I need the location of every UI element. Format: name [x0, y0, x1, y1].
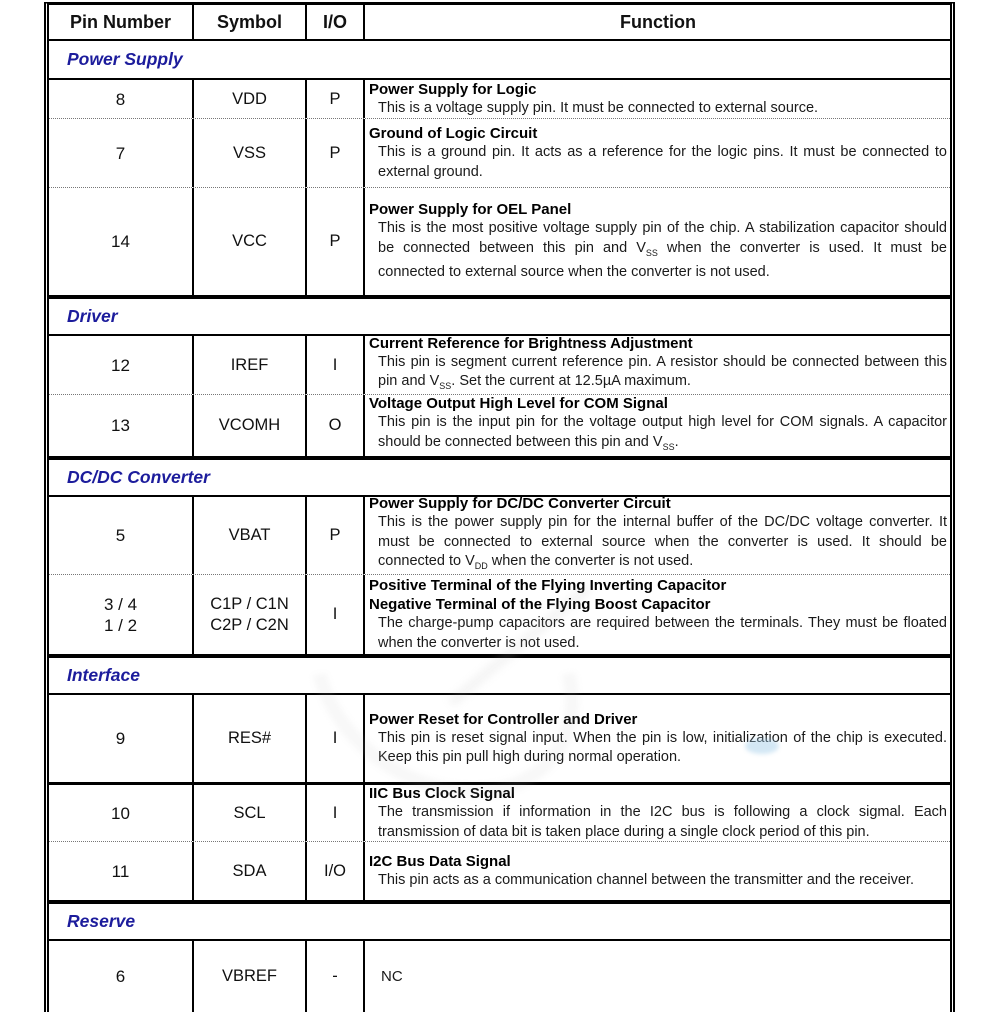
pin-number: 9 — [115, 729, 126, 748]
pin-number: 1 / 2 — [103, 615, 138, 635]
pin-symbol: VBAT — [228, 526, 271, 544]
description-text: This is a voltage supply pin. It must be connected to external source. — [378, 99, 819, 116]
table-row — [49, 187, 950, 295]
function-description — [369, 99, 947, 118]
function-cell — [365, 497, 950, 574]
io-cell: I — [307, 575, 365, 654]
table-body — [49, 41, 950, 1012]
table-section — [49, 458, 950, 656]
header-pin-number: Pin Number — [49, 5, 194, 39]
function-cell — [365, 336, 950, 394]
io-cell: P — [307, 80, 365, 118]
io-cell: - — [307, 941, 365, 1012]
pin-symbol: VBREF — [221, 967, 277, 985]
subscript-text: SS — [645, 247, 658, 258]
table-header-row — [49, 5, 950, 41]
function-title: Positive Terminal of the Flying Inverting Capacitor — [369, 577, 727, 594]
section-band — [49, 41, 950, 80]
function-description — [369, 353, 947, 394]
function-title: Negative Terminal of the Flying Boost Capacitor — [369, 596, 711, 613]
pin-number: 10 — [111, 803, 130, 823]
section-label: Power Supply — [67, 49, 183, 69]
header-symbol: Symbol — [194, 5, 307, 39]
symbol-cell — [194, 119, 307, 187]
section-label: Driver — [67, 306, 118, 326]
section-rows — [49, 80, 950, 297]
subscript-text: SS — [662, 441, 675, 452]
pin-number: 6 — [115, 967, 126, 986]
section-rows — [49, 941, 950, 1012]
section-rows — [49, 695, 950, 902]
pin-cell — [49, 941, 194, 1012]
description-text: This pin is the input pin for the voltage output high level for COM signals. A capacitor should be connected between this pin and V — [378, 414, 947, 450]
symbol-cell — [194, 188, 307, 295]
section-band — [49, 656, 950, 695]
symbol-cell — [194, 497, 307, 574]
function-cell — [365, 842, 950, 900]
function-description — [369, 803, 947, 841]
description-text: This is a ground pin. It acts as a reference for the logic pins. It must be connected to external ground. — [378, 144, 947, 180]
pin-symbol: SCL — [233, 803, 266, 822]
pin-number: 8 — [115, 89, 126, 109]
description-text: NC — [381, 967, 403, 985]
header-io: I/O — [307, 5, 365, 39]
description-text: The charge-pump capacitors are required between the terminals. They must be floated when the converter is not used. — [378, 615, 947, 651]
section-band — [49, 297, 950, 336]
symbol-cell — [194, 395, 307, 456]
function-title: Ground of Logic Circuit — [369, 125, 538, 142]
table-section — [49, 297, 950, 458]
section-rows — [49, 497, 950, 656]
pin-cell — [49, 119, 194, 187]
pin-function-table — [44, 2, 955, 1012]
pin-symbol: C2P / C2N — [210, 615, 289, 634]
pin-cell — [49, 395, 194, 456]
symbol-cell — [194, 336, 307, 394]
description-text: This is the most positive voltage supply pin of the chip. A stabilization capacitor should be connected between this pin and V — [378, 220, 947, 256]
table-row — [49, 941, 950, 1012]
function-cell — [365, 941, 950, 1012]
table-section — [49, 902, 950, 1012]
function-description — [369, 614, 947, 653]
pin-cell — [49, 842, 194, 900]
pin-number: 7 — [115, 143, 126, 163]
symbol-cell — [194, 80, 307, 118]
table-row — [49, 841, 950, 900]
pin-number: 3 / 4 — [103, 594, 138, 614]
function-description — [369, 871, 947, 891]
function-cell — [365, 575, 950, 654]
description-text: This pin is reset signal input. When the pin is low, initialization of the chip is executed. Keep this pin pull high during normal operation. — [378, 729, 947, 765]
pin-cell — [49, 785, 194, 841]
description-text: This is the power supply pin for the internal buffer of the DC/DC voltage converter. It must be connected to external source when the converter is used. It should be connected to V — [378, 514, 947, 570]
table-row — [49, 782, 950, 841]
io-cell: P — [307, 119, 365, 187]
table-row — [49, 394, 950, 456]
table-section — [49, 656, 950, 902]
subscript-text: DD — [474, 561, 488, 572]
function-cell — [365, 785, 950, 841]
pin-symbol: SDA — [232, 861, 267, 880]
symbol-cell — [194, 575, 307, 654]
symbol-cell — [194, 941, 307, 1012]
pin-number: 11 — [111, 861, 130, 881]
header-function: Function — [620, 11, 696, 32]
io-cell: I — [307, 695, 365, 782]
function-cell — [365, 395, 950, 456]
table-row — [49, 574, 950, 654]
description-text: This pin is segment current reference pin. A resistor should be connected between this pin and V — [378, 353, 947, 390]
pin-number: 5 — [115, 526, 126, 545]
description-text: . — [674, 433, 679, 450]
pin-symbol: IREF — [230, 355, 269, 374]
function-title: Power Supply for DC/DC Converter Circuit — [369, 497, 671, 513]
symbol-cell — [194, 842, 307, 900]
section-band — [49, 458, 950, 497]
io-cell: I — [307, 336, 365, 394]
function-title: Power Supply for OEL Panel — [369, 201, 572, 219]
function-title: IIC Bus Clock Signal — [369, 785, 515, 802]
section-label: Reserve — [67, 911, 136, 931]
function-description — [369, 143, 947, 182]
pin-symbol: VCOMH — [218, 416, 281, 434]
function-cell — [365, 695, 950, 782]
table-section — [49, 41, 950, 297]
function-title: Power Supply for Logic — [369, 80, 537, 98]
table-row — [49, 497, 950, 574]
function-description — [369, 413, 947, 456]
pin-symbol: C1P / C1N — [210, 594, 289, 613]
table-row — [49, 80, 950, 118]
pin-number: 13 — [111, 416, 130, 435]
description-text: when the converter is not used. — [487, 553, 694, 570]
description-text: . Set the current at 12.5µA maximum. — [451, 373, 691, 390]
subscript-text: SS — [439, 380, 452, 391]
function-description — [369, 513, 947, 574]
io-cell: I — [307, 785, 365, 841]
function-description — [369, 219, 947, 282]
pin-cell — [49, 336, 194, 394]
pin-cell — [49, 188, 194, 295]
pin-number: 14 — [111, 232, 130, 251]
pin-symbol: VDD — [232, 89, 267, 108]
symbol-cell — [194, 695, 307, 782]
table-row — [49, 336, 950, 394]
description-text: when the converter is used. It must be connected to external source when the converter is not used. — [378, 239, 947, 281]
function-title: Voltage Output High Level for COM Signal — [369, 395, 668, 413]
pin-symbol: VCC — [232, 232, 267, 250]
pin-symbol: RES# — [227, 729, 272, 747]
section-rows — [49, 336, 950, 458]
section-label: Interface — [67, 665, 140, 685]
io-cell: P — [307, 188, 365, 295]
pin-symbol: VSS — [232, 143, 267, 162]
io-cell: O — [307, 395, 365, 456]
pin-cell — [49, 575, 194, 654]
description-text: This pin acts as a communication channel between the transmitter and the receiver. — [378, 871, 914, 888]
function-cell — [365, 188, 950, 295]
section-label: DC/DC Converter — [67, 467, 210, 487]
io-cell: P — [307, 497, 365, 574]
function-title: I2C Bus Data Signal — [369, 852, 511, 870]
function-description — [369, 729, 947, 768]
function-cell — [365, 119, 950, 187]
table-row — [49, 118, 950, 187]
table-row — [49, 695, 950, 782]
function-title: Current Reference for Brightness Adjustment — [369, 336, 693, 352]
function-description — [369, 967, 947, 987]
pin-cell — [49, 497, 194, 574]
function-cell — [365, 80, 950, 118]
pin-cell — [49, 80, 194, 118]
io-cell: I/O — [307, 842, 365, 900]
description-text: The transmission if information in the I2C bus is following a clock sigmal. Each transmission of data bit is taken place during a single clock period of this pin. — [378, 804, 947, 840]
section-band — [49, 902, 950, 941]
function-title: Power Reset for Controller and Driver — [369, 710, 638, 728]
pin-number: 12 — [111, 355, 130, 375]
symbol-cell — [194, 785, 307, 841]
pin-cell — [49, 695, 194, 782]
